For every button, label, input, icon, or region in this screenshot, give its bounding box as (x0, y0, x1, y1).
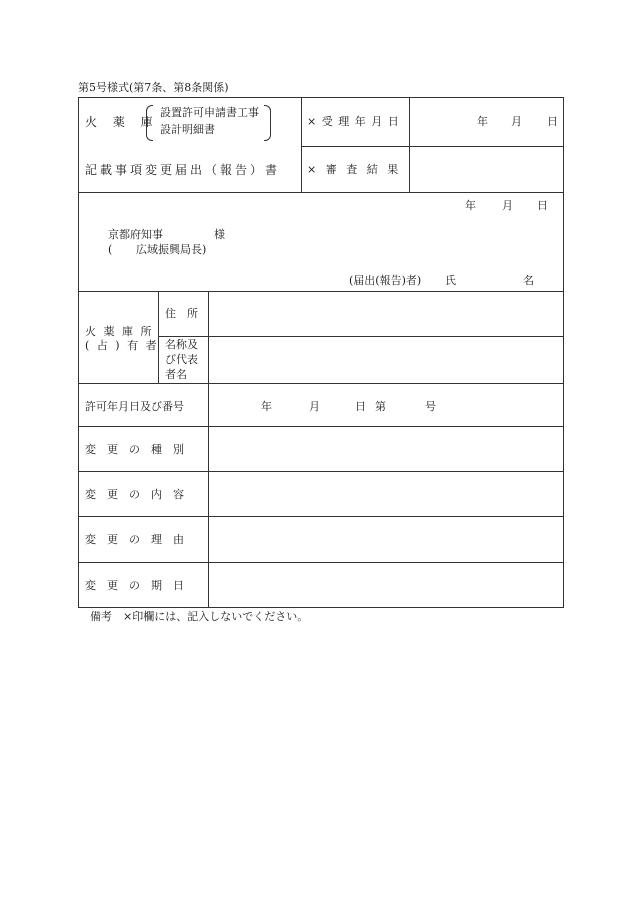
permit-day: 日 (355, 400, 366, 413)
rule-kind-bottom (78, 471, 564, 472)
application-form (78, 97, 564, 607)
honorific-sama: 様 (214, 228, 225, 241)
receipt-date-label: × 受 理 年 月 日 (307, 115, 400, 128)
rule-title-divider (301, 97, 302, 192)
submitter-label: (届出(報告)者) (349, 274, 422, 287)
permit-year: 年 (261, 400, 272, 413)
permit-month: 月 (309, 400, 320, 413)
representative-label-line1: 名称及 (165, 338, 198, 351)
border-left (78, 97, 79, 607)
permit-date-number-label: 許可年月日及び番号 (85, 400, 184, 413)
permit-go: 号 (425, 400, 436, 413)
representative-label-line3: 者名 (165, 368, 187, 381)
rule-address-bottom (158, 336, 564, 337)
border-right (563, 97, 564, 607)
representative-label-line2: び代表 (165, 353, 198, 366)
change-content-label: 変 更 の 内 容 (85, 488, 184, 501)
rule-permit-bottom (78, 426, 564, 427)
address-label: 住 所 (165, 307, 198, 320)
remark-note: 備考 ×印欄には、記入しないでください。 (90, 610, 309, 623)
storage-label: 火 薬 庫 (85, 115, 159, 129)
receipt-month: 月 (511, 115, 522, 128)
owner-label-line2: ( 占 ) 有 者 (85, 339, 159, 352)
border-bottom (78, 607, 564, 608)
title-option-design: 設計明細書 (160, 123, 215, 136)
title-option-permit: 設置許可申請書工事 (160, 106, 259, 119)
name-shi: 氏 (445, 274, 456, 287)
permit-dai: 第 (375, 400, 386, 413)
rule-content-bottom (78, 516, 564, 517)
review-result-label: × 審 査 結 果 (307, 163, 402, 176)
change-reason-label: 変 更 の 理 由 (85, 533, 184, 546)
owner-label-line1: 火 薬 庫 所 (85, 325, 154, 338)
rule-title-bottom (78, 192, 564, 193)
border-top (78, 97, 564, 98)
left-bracket (146, 105, 153, 141)
right-bracket (264, 105, 271, 141)
receipt-day: 日 (547, 115, 558, 128)
rule-owner-bottom (78, 383, 564, 384)
governor-addressee: 京都府知事 (108, 228, 163, 241)
bureau-chief: 広域振興局長) (136, 243, 207, 256)
receipt-year: 年 (477, 115, 488, 128)
title-line-two: 記載事項変更届出（報告）書 (85, 163, 281, 177)
rule-owner-label-divider (158, 291, 159, 383)
bureau-paren: ( (108, 243, 113, 256)
rule-receipt-review (301, 146, 564, 147)
rule-reason-bottom (78, 562, 564, 563)
notice-year: 年 (465, 199, 476, 212)
rule-receipt-divider (409, 97, 410, 192)
notice-month: 月 (502, 199, 513, 212)
notice-day: 日 (537, 199, 548, 212)
change-kind-label: 変 更 の 種 別 (85, 443, 184, 456)
rule-label-value-divider (208, 291, 209, 607)
form-number-label: 第5号様式(第7条、第8条関係) (78, 81, 229, 94)
rule-notice-bottom (78, 291, 564, 292)
change-date-label: 変 更 の 期 日 (85, 579, 184, 592)
name-mei: 名 (523, 274, 534, 287)
